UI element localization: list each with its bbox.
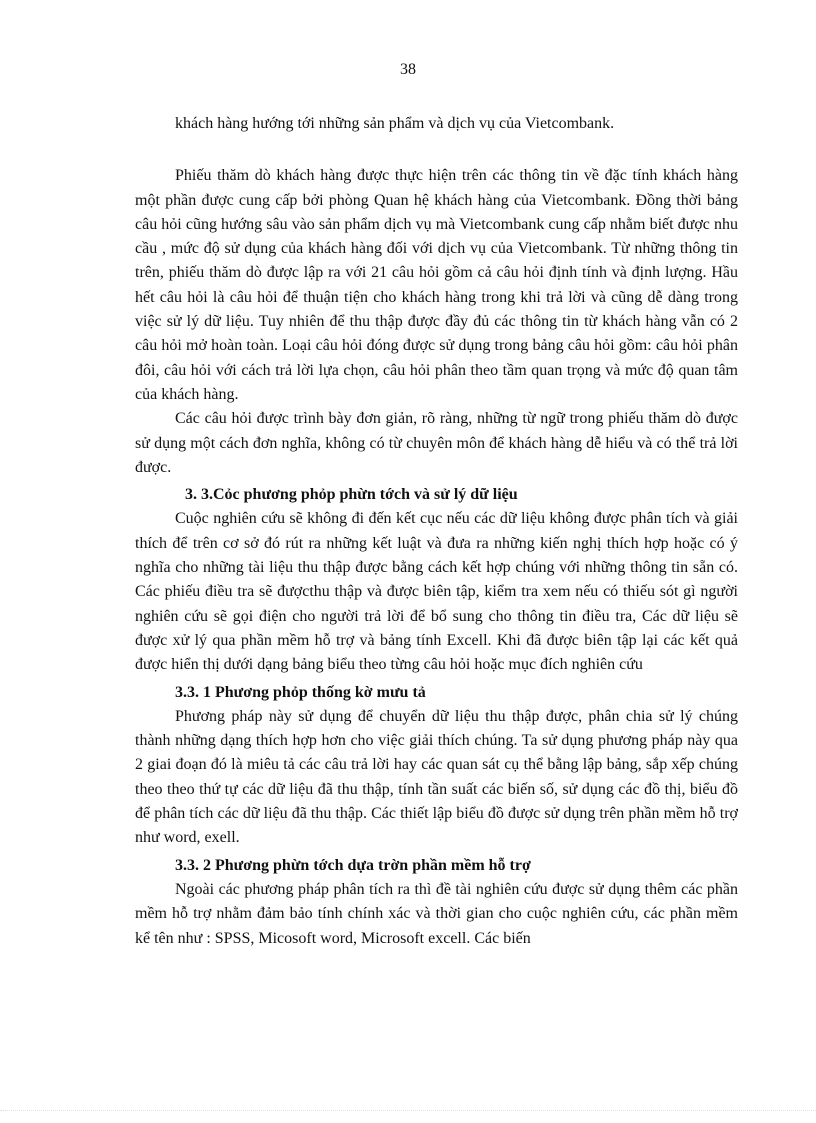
subsection-heading-software-analysis: 3.3. 2 Phương phừn tớch dựa trờn phần mềm hỗ trợ	[175, 856, 531, 874]
page-bottom-rule	[0, 1110, 816, 1111]
document-body	[135, 112, 738, 951]
subsection-heading-descriptive-statistics: 3.3. 1 Phương phỏp thống kờ mưu tả	[175, 683, 426, 701]
section-heading-analysis-methods: 3. 3.Cỏc phương phỏp phừn tớch và sử lý dữ liệu	[185, 486, 518, 504]
paragraph-continuation: khách hàng hướng tới những sản phẩm và dịch vụ của Vietcombank.	[175, 115, 615, 132]
paragraph-gap	[135, 136, 738, 164]
paragraph-descriptive-statistics: Phương pháp này sử dụng để chuyển dữ liệu thu thập được, phân chia sử lý chúng thành những dạng thích hợp hơn cho việc giải thích chúng. Ta sử dụng phương pháp này qua 2 giai đoạn đó là miêu tả các câu trả lời hay các quan sát cụ thể bằng lập bảng, sắp xếp chúng theo theo thứ tự các dữ liệu đã thu thập, tính tần suất các biến số, sử dụng các đồ thị, biểu đồ để phân tích các dữ liệu đã thu thập. Các thiết lập biểu đồ được sử dụng trên phần mềm hỗ trợ như word, exell.	[135, 707, 738, 847]
page-number: 38	[400, 61, 416, 78]
paragraph-survey-description: Phiếu thăm dò khách hàng được thực hiện trên các thông tin về đặc tính khách hàng một phần được cung cấp bởi phòng Quan hệ khách hàng của Vietcombank. Đồng thời bảng câu hỏi cũng hướng sâu vào sản phẩm dịch vụ mà Vietcombank cung cấp nhằm biết được nhu cầu , mức độ sử dụng của khách hàng đối với dịch vụ của Vietcombank. Từ những thông tin trên, phiếu thăm dò được lập ra với 21 câu hỏi gồm cả câu hỏi định tính và định lượng. Hầu hết câu hỏi là câu hỏi để thuận tiện cho khách hàng trong khi trả lời và cũng dễ dàng trong việc sử lý dữ liệu. Tuy nhiên để thu thập được đầy đủ các thông tin từ khách hàng vẫn có 2 câu hỏi mở hoàn toàn. Loại câu hỏi đóng được sử dụng trong bảng câu hỏi gồm: câu hỏi phân đôi, câu hỏi với cách trả lời lựa chọn, câu hỏi phân theo tầm quan trọng và mức độ quan tâm của khách hàng.	[135, 167, 738, 403]
paragraph-question-design: Các câu hỏi được trình bày đơn giản, rõ ràng, những từ ngữ trong phiếu thăm dò được sử dụng một cách đơn nghĩa, không có từ chuyên môn để khách hàng dễ hiểu và có thể trả lời được.	[135, 410, 738, 476]
paragraph-software-analysis: Ngoài các phương pháp phân tích ra thì đề tài nghiên cứu được sử dụng thêm các phần mềm hỗ trợ nhằm đảm bảo tính chính xác và thời gian cho cuộc nghiên cứu, các phần mềm kể tên như : SPSS, Micosoft word, Microsoft excell. Các biến	[135, 880, 738, 947]
paragraph-data-analysis: Cuộc nghiên cứu sẽ không đi đến kết cục nếu các dữ liệu không được phân tích và giải thích để trên cơ sở đó rút ra những kết luật và đưa ra những kiến nghị thích hợp hoặc có ý nghĩa cho những tài liệu thu thập được bằng cách kết hợp chúng với những thông tin sẵn có. Các phiếu điều tra sẽ đượcthu thập và được biên tập, kiểm tra xem nếu có thiếu sót gì người nghiên cứu sẽ gọi điện cho người trả lời để bổ sung cho thông tin điều tra, Các dữ liệu sẽ được xử lý qua phần mềm hỗ trợ và bảng tính Excell. Khi đã được biên tập lại các kết quả được hiển thị dưới dạng bảng biểu theo từng câu hỏi hoặc mục đích nghiên cứu	[135, 510, 738, 674]
